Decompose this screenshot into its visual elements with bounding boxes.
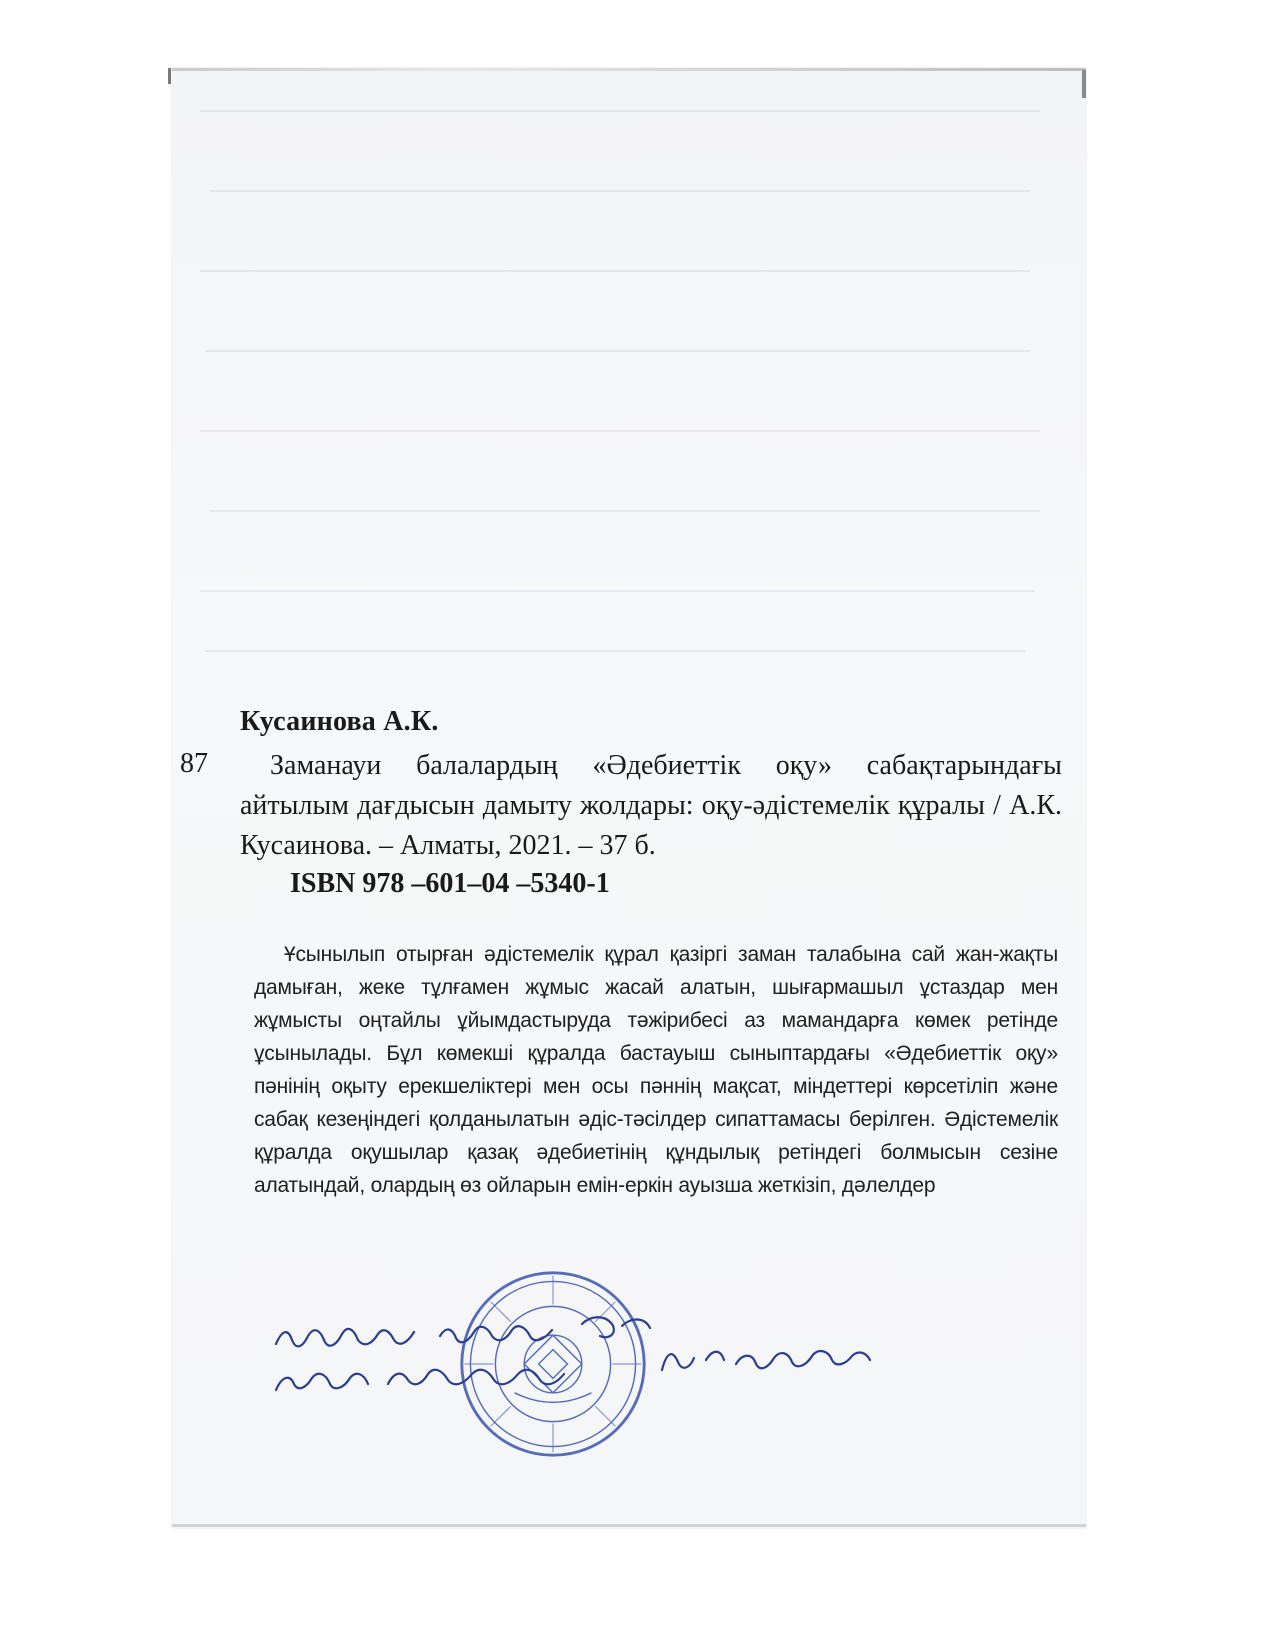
show-through-line [200, 430, 1040, 432]
handwritten-certification [262, 1300, 882, 1410]
show-through-line [210, 190, 1030, 192]
abstract-paragraph: Ұсынылып отырған әдістемелік құрал қазіргі заман талабына сай жан-жақты дамыған, жеке тұлғамен жұмыс жасай алатын, шығармашыл ұстаздар мен жұмысты оңтайлы ұйымдастыруда тәжірибесі аз мамандарға көмек ретінде ұсынылады. Бұл көмекші құралда бастауыш сыныптардағы «Әдебиеттік оқу» пәнінің оқыту ерекшеліктері мен осы пәннің мақсат, міндеттері көрсетіліп және сабақ кезеңіндегі қолданылатын әдіс-тәсілдер сипаттамасы берілген. Әдістемелік құралда оқушылар қазақ әдебиетінің құндылық ретіндегі болмысын сезіне алатындай, олардың өз ойларын емін-еркін ауызша жеткізіп, дәлелдер [254, 943, 1058, 1197]
show-through-line [210, 510, 1040, 512]
show-through-line [200, 110, 1040, 112]
scan-edge-mark [1082, 70, 1086, 98]
author-name: Кусаинова А.К. [240, 706, 439, 737]
show-through-line [200, 270, 1030, 272]
scan-edge-mark [168, 68, 171, 84]
scan-edge-mark [172, 1524, 1086, 1527]
bibliographic-entry: Заманауи балалардың «Әдебиеттік оқу» сабақтарындағы айтылым дағдысын дамыту жолдары: оқу-әдістемелік құралы / А.К. Кусаинова. – Алматы, 2021. – 37 б. [240, 750, 1062, 861]
show-through-line [205, 650, 1025, 652]
isbn: ISBN 978 –601–04 –5340-1 [290, 868, 610, 899]
show-through-line [205, 350, 1030, 352]
catalog-index: 87 [180, 748, 208, 779]
show-through-line [200, 590, 1035, 592]
